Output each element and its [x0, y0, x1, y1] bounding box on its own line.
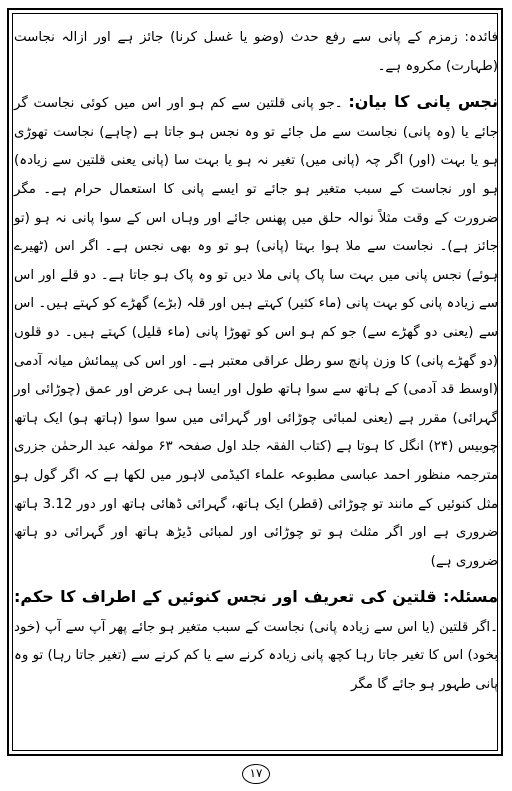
masla-text: ۔اگر قلتین (یا اس سے زیادہ پانی) نجاست کے سبب متغیر ہو جائے پھر آپ سے آپ (خود بخود) اس کا تغیر جاتا رہا کچھ پانی زیادہ کرنے سے یا کم کرنے سے (تغیر جاتا رہا) تو وہ پانی طہور ہو جائے گا مگر: [14, 619, 498, 693]
page-body: [14, 24, 498, 707]
masla-heading: مسئلہ: قلتین کی تعریف اور نجس کنوئیں کے اطراف کا حکم:: [14, 587, 498, 607]
note-text: فائدہ: زمزم کے پانی سے رفع حدث (وضو یا غسل کرنا) جائز ہے اور ازالہ نجاست (طہارت) مکروہ ہے۔: [14, 30, 498, 74]
najis-pani-text: ۔جو پانی قلتین سے کم ہو اور اس میں کوئی نجاست گر جائے یا (وہ پانی) نجاست سے مل جائے تو وہ نجس ہو جاتا ہے (چاہے) نجاست تھوڑی ہو یا بہت (اور) اگر چہ (پانی میں) تغیر نہ ہو یا بہت سا (پانی یعنی قلتین سے زیادہ) ہو اور نجاست کے سبب متغیر ہو جائے تو ایسے پانی کا استعمال حرام ہے۔ مگر ضرورت کے وقت مثلاً نوالہ حلق میں پھنس جائے اور وہاں اس کے سوا پانی نہ ہو (تو جائز ہے)۔ نجاست سے ملا ہوا بہتا (پانی) ہو تو وہ بھی نجس ہے۔ اگر اس (ٹھیرے ہوئے) نجس پانی میں بہت سا پاک پانی ملا دیں تو وہ پاک ہو جاتا ہے۔ دو قلے اور اس سے زیادہ پانی کو بہت پانی (ماء کثیر) کہتے ہیں اور قلہ (بڑے) گھڑے کو کہتے ہیں۔ اس سے (یعنی دو گھڑے سے) جو کم ہو اس کو تھوڑا پانی (ماء قلیل) کہتے ہیں۔ دو قلوں (دو گھڑے پانی) کا وزن پانچ سو رطل عراقی معتبر ہے۔ اور اس کی پیمائش میانہ آدمی (اوسط قد آدمی) کے ہاتھ سے سوا ہاتھ طول اور ایسا ہی عرض اور عمق (چوڑائی اور گہرائی) مقرر ہے (یعنی لمبائی چوڑائی اور گہرائی میں سوا سوا (ہاتھ ہو) ایک ہاتھ چوبیس (۲۴) انگل کا ہوتا ہے (کتاب الفقہ جلد اول صفحہ ۶۳ مولفہ عبد الرحمٰن جزری مترجمہ منظور احمد عباسی مطبوعہ علماء اکیڈمی لاہور میں لکھا ہے کہ اگر گول ہو مثل کنوئیں کے مانند تو چوڑائی (قطر) ایک ہاتھ، گہرائی ڈھائی ہاتھ اور دور 3.12 ہاتھ ضروری ہے اور اگر مثلث ہو تو چوڑائی اور لمبائی ڈیڑھ ہاتھ اور گہرائی دو ہاتھ ضروری ہے): [14, 96, 499, 569]
najis-pani-paragraph: [14, 88, 498, 576]
najis-pani-heading: نجس پانی کا بیان:: [348, 92, 498, 112]
masla-paragraph: [14, 583, 498, 699]
page-number: ۱۷: [242, 764, 270, 784]
note-paragraph: [14, 24, 498, 81]
